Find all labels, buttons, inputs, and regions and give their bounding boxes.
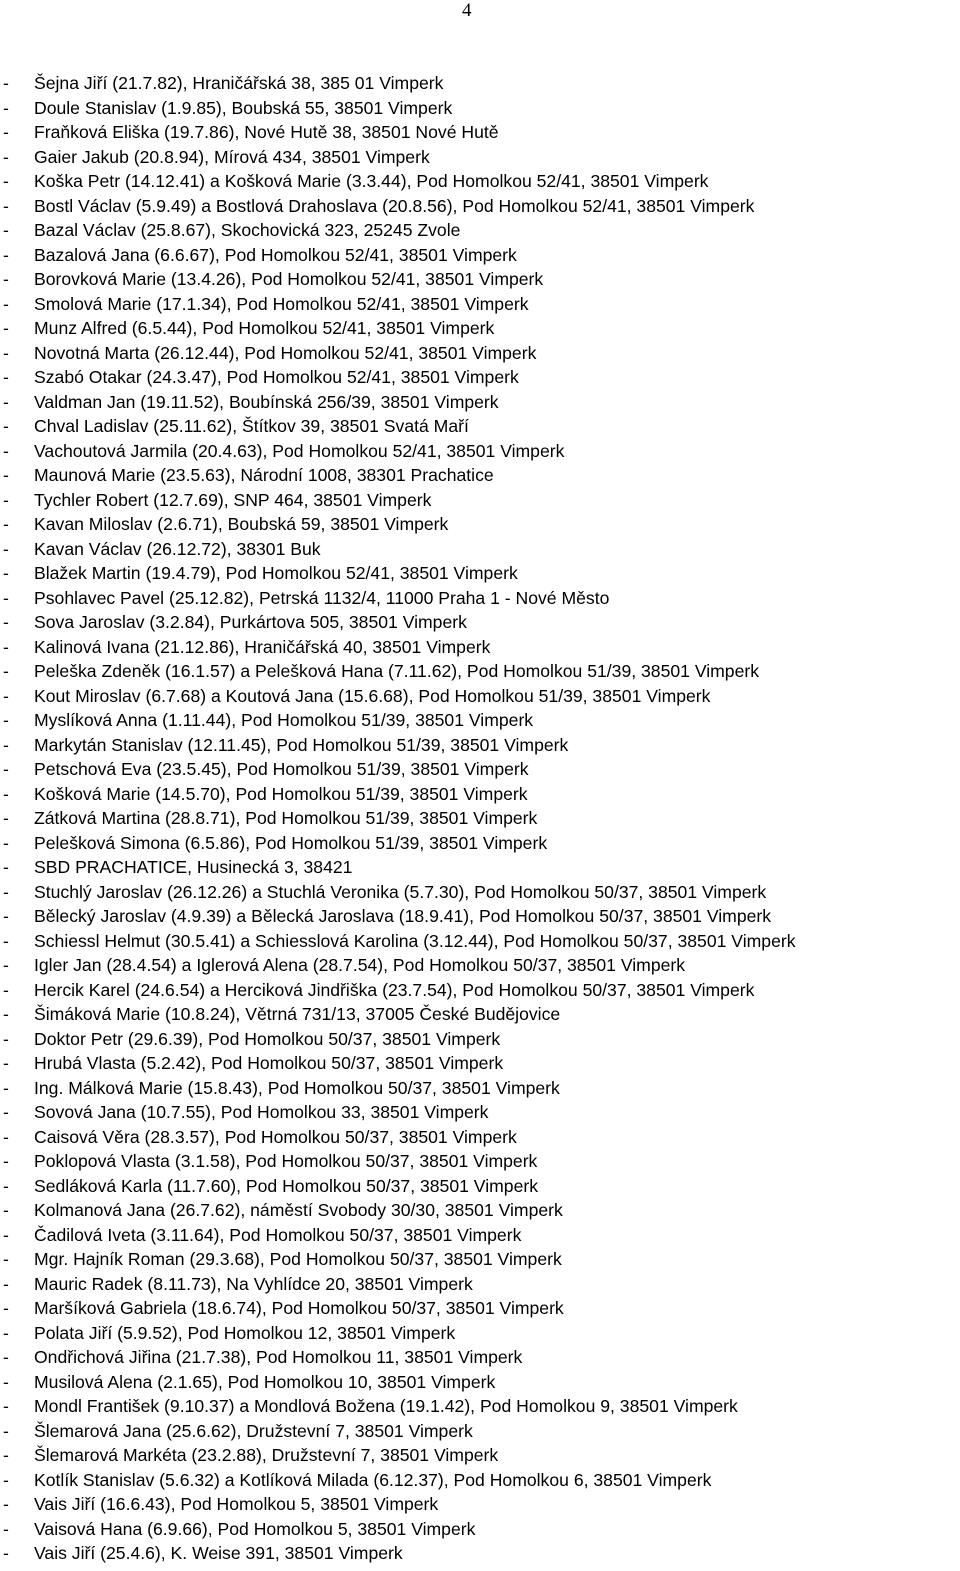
- list-bullet: -: [3, 293, 9, 314]
- list-bullet: -: [3, 906, 9, 926]
- list-item: [0, 904, 960, 929]
- list-item-text: Mondl František (9.10.37) a Mondlová Božena (19.1.42), Pod Homolkou 9, 38501 Vimperk: [34, 1396, 738, 1416]
- list-bullet: -: [3, 342, 9, 363]
- list-item: [0, 1272, 960, 1297]
- list-item: [0, 782, 960, 807]
- list-item-text: Mauric Radek (8.11.73), Na Vyhlídce 20, 38501 Vimperk: [34, 1273, 473, 1294]
- list-bullet: -: [3, 171, 9, 191]
- list-bullet: -: [3, 1028, 9, 1049]
- list-item: [0, 145, 960, 170]
- list-item: [0, 684, 960, 709]
- list-item-text: Gaier Jakub (20.8.94), Mírová 434, 38501 Vimperk: [34, 146, 430, 167]
- list-item: [0, 610, 960, 635]
- list-item-text: Vais Jiří (25.4.6), K. Weise 391, 38501 Vimperk: [34, 1543, 403, 1563]
- list-item-text: SBD PRACHATICE, Husinecká 3, 38421: [34, 857, 353, 877]
- list-item: [0, 561, 960, 586]
- list-item-text: Polata Jiří (5.9.52), Pod Homolkou 12, 38501 Vimperk: [34, 1322, 456, 1343]
- list-item: [0, 96, 960, 121]
- list-bullet: -: [3, 367, 9, 387]
- page-number: 4: [462, 0, 472, 21]
- list-bullet: -: [3, 1175, 9, 1196]
- list-bullet: -: [3, 881, 9, 902]
- list-item: [0, 733, 960, 758]
- list-bullet: -: [3, 195, 9, 216]
- list-item-text: Schiessl Helmut (30.5.41) a Schiesslová Karolina (3.12.44), Pod Homolkou 50/37, 38501 Vimperk: [34, 930, 796, 951]
- list-item: [0, 1296, 960, 1321]
- list-item: [0, 71, 960, 96]
- list-item-text: Maunová Marie (23.5.63), Národní 1008, 38301 Prachatice: [34, 465, 494, 485]
- list-bullet: -: [3, 318, 9, 338]
- list-item: [0, 463, 960, 488]
- list-item: [0, 341, 960, 366]
- list-item-text: Igler Jan (28.4.54) a Iglerová Alena (28.7.54), Pod Homolkou 50/37, 38501 Vimperk: [34, 955, 686, 975]
- list-item: [0, 978, 960, 1003]
- list-item-text: Šejna Jiří (21.7.82), Hraničářská 38, 385 01 Vimperk: [34, 73, 444, 93]
- list-item: [0, 586, 960, 611]
- list-item: [0, 390, 960, 415]
- list-item-text: Smolová Marie (17.1.34), Pod Homolkou 52/41, 38501 Vimperk: [34, 293, 529, 314]
- list-bullet: -: [3, 391, 9, 412]
- list-item: [0, 1149, 960, 1174]
- list-item: [0, 806, 960, 831]
- list-item: [0, 292, 960, 317]
- list-bullet: -: [3, 612, 9, 632]
- list-bullet: -: [3, 1494, 9, 1514]
- list-item-text: Borovková Marie (13.4.26), Pod Homolkou 52/41, 38501 Vimperk: [34, 269, 544, 289]
- list-item-text: Sedláková Karla (11.7.60), Pod Homolkou 50/37, 38501 Vimperk: [34, 1175, 539, 1196]
- list-bullet: -: [3, 1371, 9, 1392]
- list-item-text: Peleška Zdeněk (16.1.57) a Pelešková Hana (7.11.62), Pod Homolkou 51/39, 38501 Vimperk: [34, 661, 760, 681]
- list-bullet: -: [3, 1396, 9, 1416]
- list-item-text: Petschová Eva (23.5.45), Pod Homolkou 51/39, 38501 Vimperk: [34, 759, 529, 779]
- list-item: [0, 953, 960, 978]
- list-item-text: Šlemarová Markéta (23.2.88), Družstevní 7, 38501 Vimperk: [34, 1445, 499, 1465]
- list-item: [0, 1443, 960, 1468]
- list-item: [0, 1198, 960, 1223]
- list-bullet: -: [3, 465, 9, 485]
- list-item: [0, 1125, 960, 1150]
- list-bullet: -: [3, 734, 9, 755]
- list-item: [0, 1051, 960, 1076]
- list-item-text: Maršíková Gabriela (18.6.74), Pod Homolkou 50/37, 38501 Vimperk: [34, 1298, 564, 1318]
- list-item: [0, 169, 960, 194]
- list-item: [0, 120, 960, 145]
- list-bullet: -: [3, 1126, 9, 1147]
- list-item-text: Kavan Miloslav (2.6.71), Boubská 59, 38501 Vimperk: [34, 514, 449, 534]
- list-bullet: -: [3, 636, 9, 657]
- list-item-text: Markytán Stanislav (12.11.45), Pod Homolkou 51/39, 38501 Vimperk: [34, 734, 569, 755]
- list-item: [0, 1321, 960, 1346]
- list-item: [0, 659, 960, 684]
- list-bullet: -: [3, 220, 9, 240]
- list-bullet: -: [3, 244, 9, 265]
- list-item: [0, 1027, 960, 1052]
- list-bullet: -: [3, 930, 9, 951]
- list-bullet: -: [3, 808, 9, 828]
- list-item-text: Chval Ladislav (25.11.62), Štítkov 39, 38501 Svatá Maří: [34, 416, 469, 436]
- list-bullet: -: [3, 1322, 9, 1343]
- list-item: [0, 267, 960, 292]
- list-item: [0, 194, 960, 219]
- list-item-text: Pelešková Simona (6.5.86), Pod Homolkou 51/39, 38501 Vimperk: [34, 832, 548, 853]
- list-bullet: -: [3, 489, 9, 510]
- list-item: [0, 1492, 960, 1517]
- list-bullet: -: [3, 1518, 9, 1539]
- list-item-text: Stuchlý Jaroslav (26.12.26) a Stuchlá Veronika (5.7.30), Pod Homolkou 50/37, 38501 Vimperk: [34, 881, 767, 902]
- entry-list: [0, 71, 960, 1566]
- list-item-text: Kotlík Stanislav (5.6.32) a Kotlíková Milada (6.12.37), Pod Homolkou 6, 38501 Vimperk: [34, 1469, 712, 1490]
- list-bullet: -: [3, 832, 9, 853]
- list-item-text: Šlemarová Jana (25.6.62), Družstevní 7, 38501 Vimperk: [34, 1420, 473, 1441]
- list-item: [0, 316, 960, 341]
- list-bullet: -: [3, 1151, 9, 1171]
- list-item-text: Doule Stanislav (1.9.85), Boubská 55, 38501 Vimperk: [34, 97, 453, 118]
- list-bullet: -: [3, 685, 9, 706]
- list-item-text: Musilová Alena (2.1.65), Pod Homolkou 10, 38501 Vimperk: [34, 1371, 496, 1392]
- list-item-text: Caisová Věra (28.3.57), Pod Homolkou 50/37, 38501 Vimperk: [34, 1126, 517, 1147]
- list-bullet: -: [3, 587, 9, 608]
- list-item-text: Šimáková Marie (10.8.24), Větrná 731/13, 37005 České Budějovice: [34, 1004, 561, 1024]
- list-item: [0, 1174, 960, 1199]
- list-item-text: Tychler Robert (12.7.69), SNP 464, 38501 Vimperk: [34, 489, 432, 510]
- list-item: [0, 488, 960, 513]
- list-item: [0, 537, 960, 562]
- list-item-text: Szabó Otakar (24.3.47), Pod Homolkou 52/41, 38501 Vimperk: [34, 367, 519, 387]
- list-bullet: -: [3, 955, 9, 975]
- list-bullet: -: [3, 514, 9, 534]
- list-item-text: Zátková Martina (28.8.71), Pod Homolkou 51/39, 38501 Vimperk: [34, 808, 538, 828]
- list-item-text: Hrubá Vlasta (5.2.42), Pod Homolkou 50/37, 38501 Vimperk: [34, 1053, 504, 1073]
- list-item-text: Sovová Jana (10.7.55), Pod Homolkou 33, 38501 Vimperk: [34, 1102, 489, 1122]
- list-item: [0, 512, 960, 537]
- list-item: [0, 1370, 960, 1395]
- list-bullet: -: [3, 1273, 9, 1294]
- list-item: [0, 855, 960, 880]
- list-item: [0, 635, 960, 660]
- list-item-text: Sova Jaroslav (3.2.84), Purkártova 505, 38501 Vimperk: [34, 612, 467, 632]
- list-bullet: -: [3, 1469, 9, 1490]
- list-item: [0, 439, 960, 464]
- list-bullet: -: [3, 979, 9, 1000]
- list-item-text: Kavan Václav (26.12.72), 38301 Buk: [34, 538, 321, 559]
- list-bullet: -: [3, 1298, 9, 1318]
- list-item-text: Košková Marie (14.5.70), Pod Homolkou 51/39, 38501 Vimperk: [34, 783, 528, 804]
- list-item: [0, 1517, 960, 1542]
- list-item-text: Fraňková Eliška (19.7.86), Nové Hutě 38, 38501 Nové Hutě: [34, 122, 499, 142]
- list-bullet: -: [3, 1445, 9, 1465]
- list-item: [0, 757, 960, 782]
- list-item: [0, 1002, 960, 1027]
- list-bullet: -: [3, 857, 9, 877]
- list-item-text: Ing. Málková Marie (15.8.43), Pod Homolkou 50/37, 38501 Vimperk: [34, 1077, 560, 1098]
- list-bullet: -: [3, 1053, 9, 1073]
- list-item-text: Bazalová Jana (6.6.67), Pod Homolkou 52/41, 38501 Vimperk: [34, 244, 517, 265]
- list-item-text: Doktor Petr (29.6.39), Pod Homolkou 50/37, 38501 Vimperk: [34, 1028, 501, 1049]
- list-bullet: -: [3, 783, 9, 804]
- list-bullet: -: [3, 710, 9, 730]
- list-bullet: -: [3, 1347, 9, 1367]
- list-bullet: -: [3, 1249, 9, 1269]
- list-item-text: Mgr. Hajník Roman (29.3.68), Pod Homolkou 50/37, 38501 Vimperk: [34, 1249, 562, 1269]
- list-item-text: Bostl Václav (5.9.49) a Bostlová Drahoslava (20.8.56), Pod Homolkou 52/41, 38501 Vimperk: [34, 195, 755, 216]
- list-bullet: -: [3, 661, 9, 681]
- list-item: [0, 1468, 960, 1493]
- list-item: [0, 929, 960, 954]
- list-item: [0, 831, 960, 856]
- list-item: [0, 708, 960, 733]
- list-bullet: -: [3, 1077, 9, 1098]
- list-item: [0, 218, 960, 243]
- list-bullet: -: [3, 146, 9, 167]
- list-item-text: Vais Jiří (16.6.43), Pod Homolkou 5, 38501 Vimperk: [34, 1494, 439, 1514]
- list-item-text: Vaisová Hana (6.9.66), Pod Homolkou 5, 38501 Vimperk: [34, 1518, 476, 1539]
- list-bullet: -: [3, 759, 9, 779]
- list-bullet: -: [3, 1102, 9, 1122]
- list-item-text: Kalinová Ivana (21.12.86), Hraničářská 40, 38501 Vimperk: [34, 636, 491, 657]
- list-item-text: Psohlavec Pavel (25.12.82), Petrská 1132/4, 11000 Praha 1 - Nové Město: [34, 587, 610, 608]
- list-bullet: -: [3, 1224, 9, 1245]
- list-bullet: -: [3, 1200, 9, 1220]
- list-item: [0, 1076, 960, 1101]
- list-bullet: -: [3, 1004, 9, 1024]
- list-item: [0, 243, 960, 268]
- list-bullet: -: [3, 416, 9, 436]
- list-item-text: Novotná Marta (26.12.44), Pod Homolkou 52/41, 38501 Vimperk: [34, 342, 537, 363]
- list-bullet: -: [3, 1420, 9, 1441]
- list-bullet: -: [3, 563, 9, 583]
- list-item: [0, 414, 960, 439]
- list-item: [0, 1247, 960, 1272]
- list-item: [0, 1345, 960, 1370]
- list-item-text: Poklopová Vlasta (3.1.58), Pod Homolkou 50/37, 38501 Vimperk: [34, 1151, 538, 1171]
- list-item-text: Koška Petr (14.12.41) a Košková Marie (3.3.44), Pod Homolkou 52/41, 38501 Vimperk: [34, 171, 709, 191]
- list-item: [0, 1419, 960, 1444]
- list-item-text: Blažek Martin (19.4.79), Pod Homolkou 52/41, 38501 Vimperk: [34, 563, 518, 583]
- list-bullet: -: [3, 440, 9, 461]
- list-bullet: -: [3, 122, 9, 142]
- list-item-text: Hercik Karel (24.6.54) a Herciková Jindřiška (23.7.54), Pod Homolkou 50/37, 38501 Vimperk: [34, 979, 755, 1000]
- list-item-text: Myslíková Anna (1.11.44), Pod Homolkou 51/39, 38501 Vimperk: [34, 710, 534, 730]
- list-item-text: Čadilová Iveta (3.11.64), Pod Homolkou 50/37, 38501 Vimperk: [34, 1224, 522, 1245]
- list-item-text: Bazal Václav (25.8.67), Skochovická 323, 25245 Zvole: [34, 220, 461, 240]
- list-item: [0, 365, 960, 390]
- list-item-text: Munz Alfred (6.5.44), Pod Homolkou 52/41, 38501 Vimperk: [34, 318, 495, 338]
- list-item-text: Ondřichová Jiřina (21.7.38), Pod Homolkou 11, 38501 Vimperk: [34, 1347, 523, 1367]
- list-item-text: Bělecký Jaroslav (4.9.39) a Bělecká Jaroslava (18.9.41), Pod Homolkou 50/37, 38501 Vimperk: [34, 906, 772, 926]
- list-bullet: -: [3, 73, 9, 93]
- list-bullet: -: [3, 97, 9, 118]
- list-item-text: Vachoutová Jarmila (20.4.63), Pod Homolkou 52/41, 38501 Vimperk: [34, 440, 565, 461]
- list-item-text: Valdman Jan (19.11.52), Boubínská 256/39, 38501 Vimperk: [34, 391, 499, 412]
- list-item: [0, 1100, 960, 1125]
- list-bullet: -: [3, 1543, 9, 1563]
- list-bullet: -: [3, 538, 9, 559]
- list-item: [0, 1223, 960, 1248]
- list-item-text: Kout Miroslav (6.7.68) a Koutová Jana (15.6.68), Pod Homolkou 51/39, 38501 Vimperk: [34, 685, 711, 706]
- list-bullet: -: [3, 269, 9, 289]
- list-item: [0, 1394, 960, 1419]
- list-item-text: Kolmanová Jana (26.7.62), náměstí Svobody 30/30, 38501 Vimperk: [34, 1200, 563, 1220]
- list-item: [0, 880, 960, 905]
- list-item: [0, 1541, 960, 1566]
